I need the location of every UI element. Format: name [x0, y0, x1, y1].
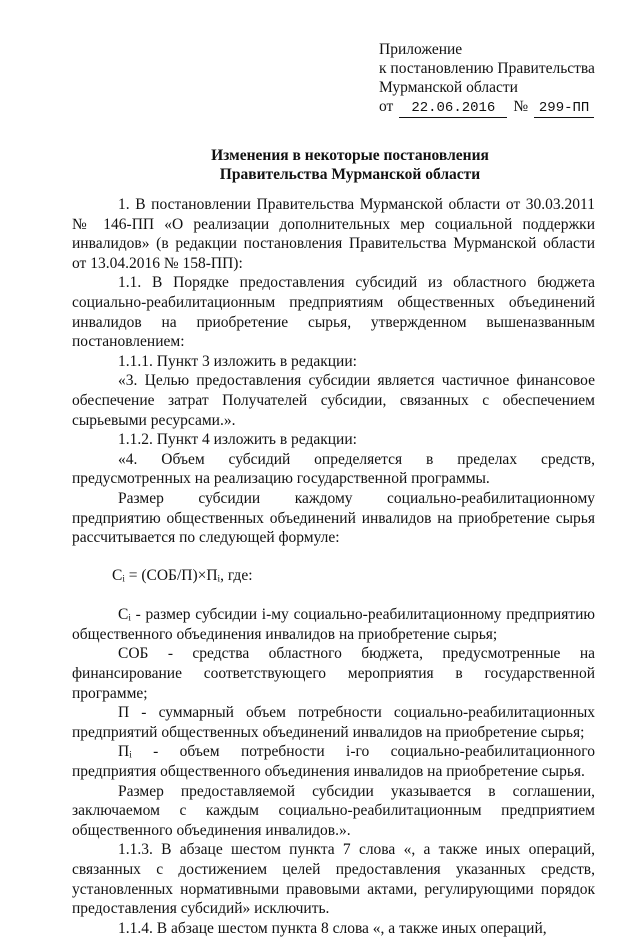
document-title [60, 146, 640, 184]
subsidy-formula: Сᵢ = (СОБ/П)×Пᵢ, где: [112, 566, 253, 584]
appendix-region: Мурманской области [379, 79, 518, 96]
paragraph-quote-4: «4. Объем субсидий определяется в пределах средств, предусмотренных на реализацию государственной программы. [72, 450, 595, 488]
paragraph-1: 1. В постановлении Правительства Мурманской области от 30.03.2011 № 146-ПП «О реализации дополнительных мер социальной поддержки инвалидов» (в редакции постановления Правительства Мурманской области от 13.04.2016 № 158-ПП): [72, 196, 595, 272]
appendix-decree-ref: к постановлению Правительства [379, 60, 595, 77]
appendix-header [379, 40, 629, 118]
definition-pi: Пᵢ - объем потребности i-го социально-реабилитационного предприятия общественного объединения инвалидов на приобретение сырья. [72, 743, 595, 781]
paragraph-subsidy-size: Размер субсидии каждому социально-реабилитационному предприятию общественных объединений инвалидов на приобретение сырья рассчитывается по следующей формуле: [72, 489, 595, 547]
paragraph-1-1-1: 1.1.1. Пункт 3 изложить в редакции: [118, 352, 357, 370]
number-label: № [513, 98, 529, 115]
definition-sob: СОБ - средства областного бюджета, предусмотренные на финансирование соответствующего мероприятия в государственной программе; [72, 645, 595, 702]
appendix-label: Приложение [379, 41, 463, 58]
title-line-2: Правительства Мурманской области [219, 166, 481, 183]
paragraph-1-1-3: 1.1.3. В абзаце шестом пункта 7 слова «, а также иных операций, связанных с достижением целей предоставления указанных средств, установленных нормативными правовыми актами, регулирующими порядок предоставления субсидий» исключить. [72, 841, 595, 918]
paragraph-1-1-2: 1.1.2. Пункт 4 изложить в редакции: [118, 431, 357, 449]
from-label: от [379, 98, 394, 115]
paragraph-1-1-4: 1.1.4. В абзаце шестом пункта 8 слова «, а также иных операций, [118, 919, 547, 937]
title-line-1: Изменения в некоторые постановления [211, 147, 489, 164]
paragraph-1-1: 1.1. В Порядке предоставления субсидий из областного бюджета социально-реабилитационным предприятиям общественных объединений инвалидов на приобретение сырья, утвержденном вышеназванным постановлением: [72, 274, 595, 351]
document-body [72, 195, 595, 938]
paragraph-agreement: Размер предоставляемой субсидии указывается в соглашении, заключаемом с каждым социально-реабилитационным предприятием общественного объединения инвалидов.». [72, 782, 595, 839]
decree-number: 299-ПП [534, 100, 594, 118]
decree-date: 22.06.2016 [399, 100, 507, 118]
definition-ci: Сᵢ - размер субсидии i-му социально-реабилитационному предприятию общественного объединения инвалидов на приобретение сырья; [72, 606, 595, 643]
appendix-signature-line [379, 97, 629, 118]
paragraph-quote-3: «3. Целью предоставления субсидии является частичное финансовое обеспечение затрат Получателей субсидии, связанных с обеспечением сырьевыми ресурсами.». [72, 372, 595, 429]
definition-p: П - суммарный объем потребности социально-реабилитационных предприятий общественных объединений инвалидов на приобретение сырья; [72, 704, 595, 741]
